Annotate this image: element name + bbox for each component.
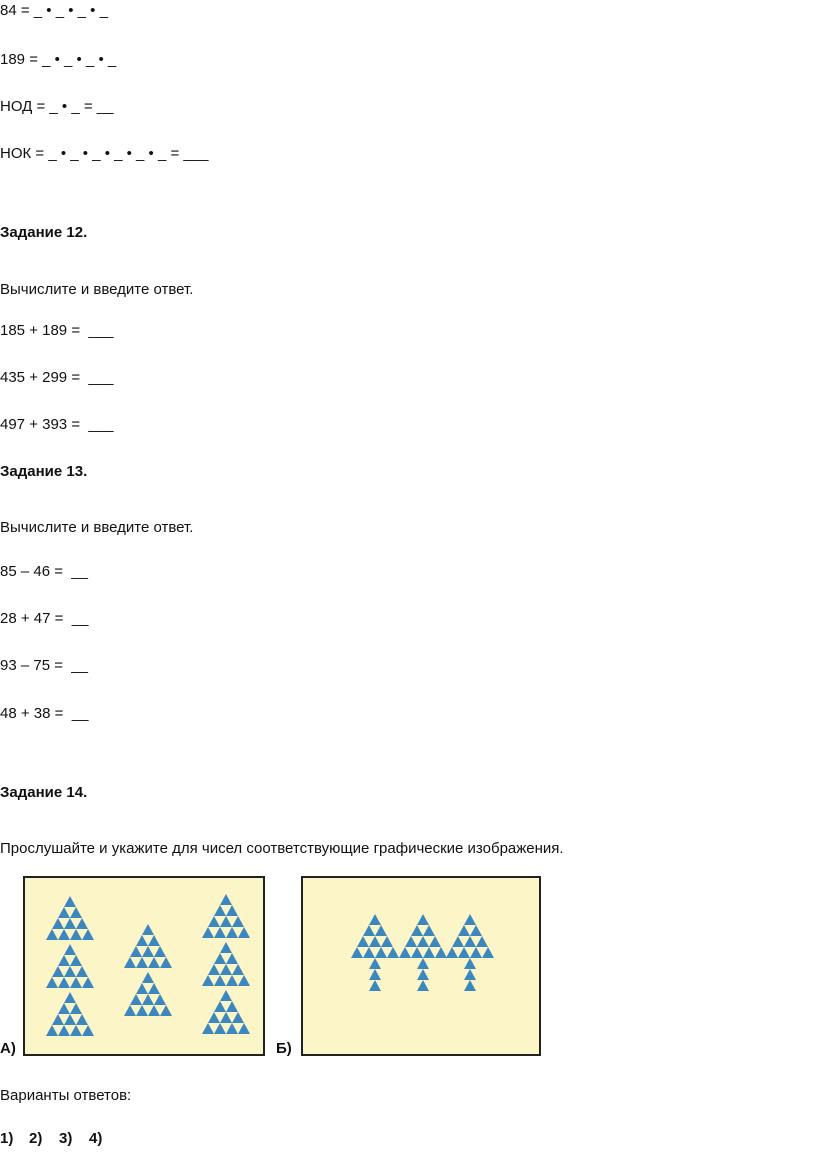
triangle-icon (458, 925, 470, 936)
task13-problem-4: 48 + 38 = __ (0, 705, 89, 722)
triangle-icon (220, 990, 232, 1001)
triangle-icon (70, 1025, 82, 1036)
triangle-icon (208, 964, 220, 975)
triangle-icon (52, 918, 64, 929)
triangle-icon (214, 905, 226, 916)
triangle-icon (46, 1025, 58, 1036)
triangle-icon (130, 994, 142, 1005)
triangle-icon (82, 977, 94, 988)
image-panel-a (23, 876, 265, 1056)
triangle-icon (429, 936, 441, 947)
triangle-icon (214, 953, 226, 964)
task13-title: Задание 13. (0, 463, 88, 480)
triangle-icon (464, 980, 476, 991)
image-panel-b (301, 876, 541, 1056)
triangle-icon (52, 1014, 64, 1025)
triangle-icon (417, 958, 429, 969)
triangle-icon (369, 980, 381, 991)
triangle-icon (46, 929, 58, 940)
triangle-icon (136, 1005, 148, 1016)
answer-option-1[interactable]: 1) (0, 1130, 14, 1147)
triangle-icon (351, 947, 363, 958)
triangle-icon (142, 994, 154, 1005)
triangle-icon (64, 966, 76, 977)
triangle-icon (226, 953, 238, 964)
triangle-icon (64, 944, 76, 955)
triangle-icon (214, 1001, 226, 1012)
triangle-icon (369, 936, 381, 947)
task12-problem-3: 497 + 393 = ___ (0, 416, 114, 433)
task13-problem-1: 85 – 46 = __ (0, 563, 88, 580)
triangle-icon (160, 1005, 172, 1016)
triangle-icon (464, 958, 476, 969)
panel-a-label: А) (0, 1040, 16, 1057)
answer-option-2[interactable]: 2) (29, 1130, 43, 1147)
triangle-icon (369, 958, 381, 969)
triangle-icon (226, 927, 238, 938)
triangle-icon (70, 929, 82, 940)
triangle-icon (58, 929, 70, 940)
triangle-icon (76, 966, 88, 977)
task13-problem-2: 28 + 47 = __ (0, 610, 89, 627)
triangle-icon (470, 925, 482, 936)
factor-line-84: 84 = _ • _ • _ • _ (0, 2, 108, 19)
triangle-icon (232, 1012, 244, 1023)
triangle-icon (64, 992, 76, 1003)
triangle-icon (76, 918, 88, 929)
triangle-icon (70, 955, 82, 966)
triangle-icon (136, 983, 148, 994)
triangle-icon (363, 947, 375, 958)
task12-title: Задание 12. (0, 224, 88, 241)
triangle-icon (387, 947, 399, 958)
triangle-icon (58, 1003, 70, 1014)
triangle-icon (411, 925, 423, 936)
triangle-icon (458, 947, 470, 958)
triangle-icon (154, 994, 166, 1005)
task13-instruction: Вычислите и введите ответ. (0, 519, 194, 536)
triangle-icon (154, 946, 166, 957)
answer-option-4[interactable]: 4) (89, 1130, 103, 1147)
triangle-icon (470, 947, 482, 958)
triangle-icon (375, 925, 387, 936)
triangle-icon (64, 1014, 76, 1025)
triangle-icon (142, 972, 154, 983)
triangle-icon (417, 980, 429, 991)
triangle-icon (226, 1001, 238, 1012)
triangle-icon (238, 927, 250, 938)
triangle-icon (58, 1025, 70, 1036)
task14-instruction: Прослушайте и укажите для чисел соответствующие графические изображения. (0, 840, 564, 857)
triangle-icon (202, 927, 214, 938)
triangle-icon (148, 957, 160, 968)
triangle-icon (64, 896, 76, 907)
triangle-icon (148, 935, 160, 946)
triangle-icon (226, 975, 238, 986)
triangle-icon (52, 966, 64, 977)
triangle-icon (136, 957, 148, 968)
triangle-icon (142, 924, 154, 935)
task12-instruction: Вычислите и введите ответ. (0, 281, 194, 298)
triangle-icon (452, 936, 464, 947)
triangle-icon (142, 946, 154, 957)
triangle-icon (124, 1005, 136, 1016)
triangle-icon (411, 947, 423, 958)
triangle-icon (423, 947, 435, 958)
triangle-icon (130, 946, 142, 957)
triangle-icon (220, 894, 232, 905)
triangle-icon (405, 936, 417, 947)
triangle-icon (482, 947, 494, 958)
triangle-icon (70, 1003, 82, 1014)
triangle-icon (64, 918, 76, 929)
triangle-icon (435, 947, 447, 958)
triangle-icon (214, 975, 226, 986)
triangle-icon (375, 947, 387, 958)
triangle-icon (238, 1023, 250, 1034)
triangle-icon (82, 929, 94, 940)
triangle-icon (417, 969, 429, 980)
triangle-icon (446, 947, 458, 958)
panel-b-label: Б) (276, 1040, 292, 1057)
triangle-icon (464, 936, 476, 947)
task13-problem-3: 93 – 75 = __ (0, 657, 88, 674)
triangle-icon (363, 925, 375, 936)
triangle-icon (220, 1012, 232, 1023)
triangle-icon (214, 1023, 226, 1034)
triangle-icon (232, 964, 244, 975)
triangle-icon (423, 925, 435, 936)
task14-title: Задание 14. (0, 784, 88, 801)
triangle-icon (82, 1025, 94, 1036)
answer-option-3[interactable]: 3) (59, 1130, 73, 1147)
triangle-icon (399, 947, 411, 958)
triangle-icon (202, 975, 214, 986)
factor-line-189: 189 = _ • _ • _ • _ (0, 51, 117, 68)
triangle-icon (220, 942, 232, 953)
triangle-icon (136, 935, 148, 946)
triangle-icon (476, 936, 488, 947)
triangle-icon (369, 969, 381, 980)
triangle-icon (70, 977, 82, 988)
triangle-icon (208, 916, 220, 927)
triangle-icon (381, 936, 393, 947)
triangle-icon (226, 905, 238, 916)
triangle-figure-b (303, 878, 539, 1054)
triangle-icon (124, 957, 136, 968)
triangle-figure-a (25, 878, 263, 1054)
task12-problem-1: 185 + 189 = ___ (0, 322, 114, 339)
triangle-icon (148, 983, 160, 994)
triangle-icon (160, 957, 172, 968)
triangle-icon (232, 916, 244, 927)
factor-line-nod: НОД = _ • _ = __ (0, 98, 114, 115)
triangle-icon (76, 1014, 88, 1025)
triangle-icon (417, 936, 429, 947)
factor-line-nok: НОК = _ • _ • _ • _ • _ • _ = ___ (0, 145, 209, 162)
triangle-icon (369, 914, 381, 925)
triangle-icon (220, 916, 232, 927)
triangle-icon (58, 955, 70, 966)
triangle-icon (220, 964, 232, 975)
triangle-icon (58, 907, 70, 918)
triangle-icon (226, 1023, 238, 1034)
triangle-icon (70, 907, 82, 918)
triangle-icon (46, 977, 58, 988)
triangle-icon (58, 977, 70, 988)
triangle-icon (202, 1023, 214, 1034)
triangle-icon (464, 969, 476, 980)
triangle-icon (148, 1005, 160, 1016)
triangle-icon (214, 927, 226, 938)
triangle-icon (208, 1012, 220, 1023)
answers-label: Варианты ответов: (0, 1087, 132, 1104)
triangle-icon (238, 975, 250, 986)
task12-problem-2: 435 + 299 = ___ (0, 369, 114, 386)
triangle-icon (357, 936, 369, 947)
triangle-icon (464, 914, 476, 925)
triangle-icon (417, 914, 429, 925)
